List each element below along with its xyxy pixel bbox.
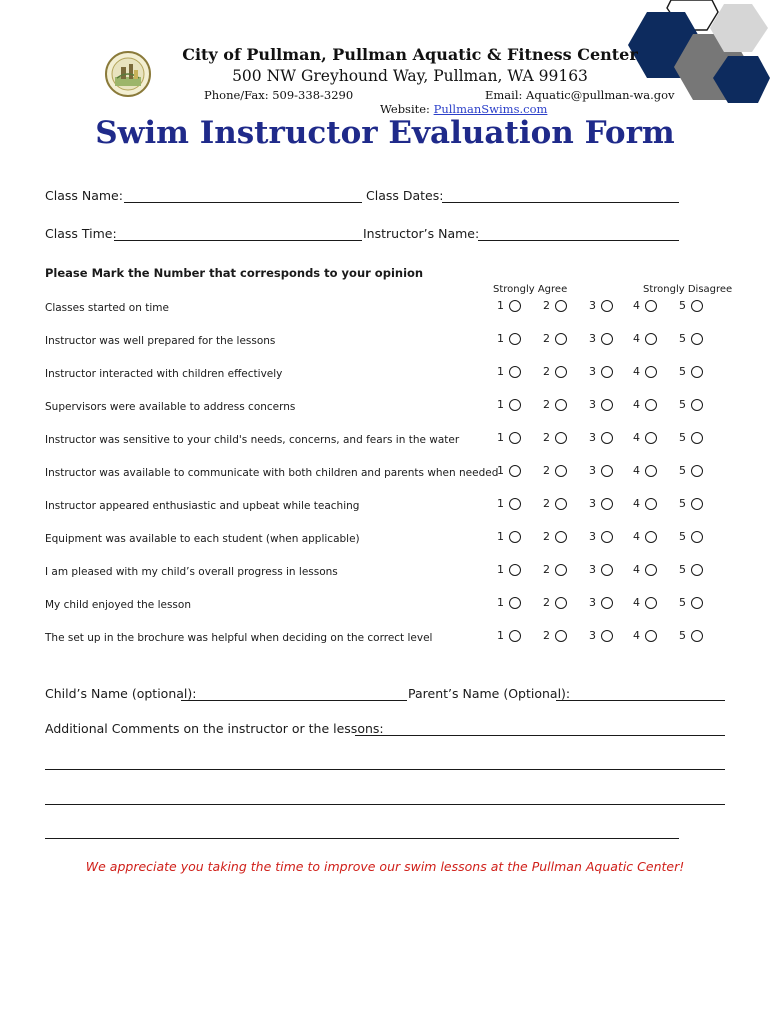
radio-circle[interactable] xyxy=(691,498,703,510)
question-label: My child enjoyed the lesson xyxy=(45,599,191,611)
rating-option-number: 3 xyxy=(589,365,596,378)
radio-circle[interactable] xyxy=(509,597,521,609)
radio-circle[interactable] xyxy=(691,300,703,312)
rating-option-5[interactable] xyxy=(679,464,703,477)
rating-option-number: 5 xyxy=(679,530,686,543)
rating-option-1[interactable] xyxy=(497,431,521,444)
question-label: Instructor was well prepared for the lessons xyxy=(45,335,276,347)
radio-circle[interactable] xyxy=(645,630,657,642)
radio-circle[interactable] xyxy=(645,465,657,477)
rating-option-2[interactable] xyxy=(543,398,567,411)
comments-field-line-3[interactable] xyxy=(45,804,725,805)
rating-option-5[interactable] xyxy=(679,497,703,510)
parent-name-field[interactable] xyxy=(556,700,725,701)
rating-option-5[interactable] xyxy=(679,299,703,312)
form-title: Swim Instructor Evaluation Form xyxy=(95,115,675,151)
radio-circle[interactable] xyxy=(645,498,657,510)
email: Email: Aquatic@pullman-wa.gov xyxy=(485,88,675,102)
radio-circle[interactable] xyxy=(645,597,657,609)
rating-option-4[interactable] xyxy=(633,629,657,642)
rating-option-number: 4 xyxy=(633,464,640,477)
rating-option-number: 2 xyxy=(543,299,550,312)
rating-option-3[interactable] xyxy=(589,299,613,312)
rating-option-number: 5 xyxy=(679,596,686,609)
radio-circle[interactable] xyxy=(555,366,567,378)
rating-option-number: 1 xyxy=(497,596,504,609)
radio-circle[interactable] xyxy=(601,399,613,411)
rating-option-number: 1 xyxy=(497,464,504,477)
rating-option-4[interactable] xyxy=(633,431,657,444)
parent-name-label: Parent’s Name (Optional): xyxy=(408,686,571,701)
radio-circle[interactable] xyxy=(555,630,567,642)
rating-option-number: 1 xyxy=(497,563,504,576)
rating-option-number: 4 xyxy=(633,629,640,642)
rating-option-4[interactable] xyxy=(633,563,657,576)
class-time-label: Class Time: xyxy=(45,226,117,241)
rating-option-number: 4 xyxy=(633,365,640,378)
question-label: Instructor was sensitive to your child's needs, concerns, and fears in the water xyxy=(45,434,460,446)
radio-circle[interactable] xyxy=(509,465,521,477)
rating-option-number: 1 xyxy=(497,299,504,312)
rating-option-5[interactable] xyxy=(679,629,703,642)
rating-option-number: 5 xyxy=(679,431,686,444)
rating-option-2[interactable] xyxy=(543,332,567,345)
rating-option-number: 5 xyxy=(679,332,686,345)
rating-option-5[interactable] xyxy=(679,398,703,411)
phone-fax: Phone/Fax: 509-338-3290 xyxy=(204,88,354,102)
rating-option-number: 2 xyxy=(543,596,550,609)
rating-option-number: 4 xyxy=(633,299,640,312)
class-dates-label: Class Dates: xyxy=(366,188,444,203)
question-label: Supervisors were available to address concerns xyxy=(45,401,296,413)
rating-option-number: 4 xyxy=(633,596,640,609)
rating-option-2[interactable] xyxy=(543,299,567,312)
radio-circle[interactable] xyxy=(691,597,703,609)
radio-circle[interactable] xyxy=(601,630,613,642)
question-label: The set up in the brochure was helpful when deciding on the correct level xyxy=(45,632,433,644)
city-seal-logo xyxy=(104,50,152,98)
comments-field-line-2[interactable] xyxy=(45,769,725,770)
rating-option-number: 1 xyxy=(497,497,504,510)
rating-option-number: 1 xyxy=(497,431,504,444)
rating-option-number: 2 xyxy=(543,530,550,543)
rating-option-number: 2 xyxy=(543,332,550,345)
radio-circle[interactable] xyxy=(645,399,657,411)
radio-circle[interactable] xyxy=(601,564,613,576)
rating-option-number: 5 xyxy=(679,365,686,378)
radio-circle[interactable] xyxy=(555,498,567,510)
radio-circle[interactable] xyxy=(601,333,613,345)
rating-option-3[interactable] xyxy=(589,497,613,510)
rating-option-2[interactable] xyxy=(543,497,567,510)
radio-circle[interactable] xyxy=(555,333,567,345)
rating-option-number: 5 xyxy=(679,398,686,411)
rating-option-3[interactable] xyxy=(589,398,613,411)
radio-circle[interactable] xyxy=(645,531,657,543)
rating-option-2[interactable] xyxy=(543,464,567,477)
rating-option-3[interactable] xyxy=(589,530,613,543)
rating-option-1[interactable] xyxy=(497,398,521,411)
organization-name: City of Pullman, Pullman Aquatic & Fitness Center xyxy=(182,45,638,64)
rating-option-number: 3 xyxy=(589,563,596,576)
comments-label: Additional Comments on the instructor or the lessons: xyxy=(45,721,384,736)
comments-field-line-1[interactable] xyxy=(355,735,725,736)
radio-circle[interactable] xyxy=(555,531,567,543)
rating-option-1[interactable] xyxy=(497,332,521,345)
radio-circle[interactable] xyxy=(691,630,703,642)
radio-circle[interactable] xyxy=(645,333,657,345)
rating-option-3[interactable] xyxy=(589,596,613,609)
class-name-field[interactable] xyxy=(124,202,362,203)
question-label: Instructor interacted with children effectively xyxy=(45,368,283,380)
rating-option-number: 3 xyxy=(589,299,596,312)
rating-option-number: 5 xyxy=(679,629,686,642)
question-label: Equipment was available to each student (when applicable) xyxy=(45,533,360,545)
thank-you-message: We appreciate you taking the time to improve our swim lessons at the Pullman Aquatic Center! xyxy=(85,859,685,874)
rating-option-2[interactable] xyxy=(543,431,567,444)
radio-circle[interactable] xyxy=(509,300,521,312)
rating-option-3[interactable] xyxy=(589,464,613,477)
rating-option-3[interactable] xyxy=(589,365,613,378)
rating-option-number: 5 xyxy=(679,464,686,477)
radio-circle[interactable] xyxy=(509,399,521,411)
rating-option-4[interactable] xyxy=(633,464,657,477)
child-name-label: Child’s Name (optional): xyxy=(45,686,197,701)
rating-option-1[interactable] xyxy=(497,629,521,642)
rating-option-1[interactable] xyxy=(497,530,521,543)
radio-circle[interactable] xyxy=(509,366,521,378)
radio-circle[interactable] xyxy=(691,366,703,378)
address: 500 NW Greyhound Way, Pullman, WA 99163 xyxy=(232,67,588,85)
radio-circle[interactable] xyxy=(691,531,703,543)
rating-option-number: 3 xyxy=(589,530,596,543)
rating-option-5[interactable] xyxy=(679,530,703,543)
radio-circle[interactable] xyxy=(691,465,703,477)
rating-option-5[interactable] xyxy=(679,596,703,609)
rating-option-1[interactable] xyxy=(497,563,521,576)
rating-option-1[interactable] xyxy=(497,464,521,477)
rating-option-1[interactable] xyxy=(497,299,521,312)
rating-option-number: 3 xyxy=(589,629,596,642)
rating-option-5[interactable] xyxy=(679,431,703,444)
radio-circle[interactable] xyxy=(601,300,613,312)
radio-circle[interactable] xyxy=(509,498,521,510)
rating-option-number: 2 xyxy=(543,629,550,642)
rating-option-number: 3 xyxy=(589,431,596,444)
rating-option-number: 1 xyxy=(497,629,504,642)
radio-circle[interactable] xyxy=(601,432,613,444)
comments-field-line-4[interactable] xyxy=(45,838,679,839)
radio-circle[interactable] xyxy=(555,432,567,444)
rating-option-2[interactable] xyxy=(543,596,567,609)
rating-option-4[interactable] xyxy=(633,530,657,543)
rating-option-3[interactable] xyxy=(589,563,613,576)
rating-option-number: 1 xyxy=(497,530,504,543)
radio-circle[interactable] xyxy=(645,300,657,312)
radio-circle[interactable] xyxy=(601,597,613,609)
radio-circle[interactable] xyxy=(691,333,703,345)
rating-option-number: 1 xyxy=(497,398,504,411)
rating-option-number: 5 xyxy=(679,497,686,510)
radio-circle[interactable] xyxy=(555,597,567,609)
radio-circle[interactable] xyxy=(691,564,703,576)
rating-option-number: 4 xyxy=(633,398,640,411)
radio-circle[interactable] xyxy=(645,366,657,378)
rating-option-number: 4 xyxy=(633,563,640,576)
rating-option-4[interactable] xyxy=(633,299,657,312)
rating-option-number: 3 xyxy=(589,332,596,345)
rating-option-number: 1 xyxy=(497,332,504,345)
radio-circle[interactable] xyxy=(601,498,613,510)
instructor-name-field[interactable] xyxy=(478,240,679,241)
radio-circle[interactable] xyxy=(509,564,521,576)
rating-option-number: 5 xyxy=(679,299,686,312)
radio-circle[interactable] xyxy=(645,432,657,444)
rating-option-number: 3 xyxy=(589,596,596,609)
rating-option-number: 1 xyxy=(497,365,504,378)
radio-circle[interactable] xyxy=(555,465,567,477)
rating-option-3[interactable] xyxy=(589,332,613,345)
radio-circle[interactable] xyxy=(555,300,567,312)
rating-option-5[interactable] xyxy=(679,563,703,576)
rating-option-number: 4 xyxy=(633,332,640,345)
rating-option-4[interactable] xyxy=(633,365,657,378)
rating-option-number: 4 xyxy=(633,431,640,444)
rating-option-number: 4 xyxy=(633,530,640,543)
instructor-name-label: Instructor’s Name: xyxy=(363,226,480,241)
rating-option-2[interactable] xyxy=(543,629,567,642)
question-label: Instructor was available to communicate with both children and parents when needed xyxy=(45,467,499,479)
radio-circle[interactable] xyxy=(555,564,567,576)
rating-option-4[interactable] xyxy=(633,497,657,510)
question-label: Classes started on time xyxy=(45,302,169,314)
rating-option-3[interactable] xyxy=(589,431,613,444)
rating-option-5[interactable] xyxy=(679,332,703,345)
rating-option-1[interactable] xyxy=(497,596,521,609)
rating-option-number: 3 xyxy=(589,497,596,510)
child-name-field[interactable] xyxy=(181,700,407,701)
rating-option-number: 2 xyxy=(543,464,550,477)
rating-option-3[interactable] xyxy=(589,629,613,642)
radio-circle[interactable] xyxy=(509,531,521,543)
radio-circle[interactable] xyxy=(555,399,567,411)
class-name-label: Class Name: xyxy=(45,188,123,203)
rating-option-2[interactable] xyxy=(543,530,567,543)
rating-option-1[interactable] xyxy=(497,497,521,510)
website-line xyxy=(380,102,547,116)
rating-option-number: 2 xyxy=(543,398,550,411)
question-label: I am pleased with my child’s overall progress in lessons xyxy=(45,566,338,578)
strongly-disagree-label: Strongly Disagree xyxy=(643,284,733,295)
rating-option-4[interactable] xyxy=(633,332,657,345)
radio-circle[interactable] xyxy=(645,564,657,576)
question-label: Instructor appeared enthusiastic and upbeat while teaching xyxy=(45,500,360,512)
class-dates-field[interactable] xyxy=(442,202,679,203)
rating-option-4[interactable] xyxy=(633,596,657,609)
rating-option-number: 2 xyxy=(543,497,550,510)
rating-option-number: 3 xyxy=(589,398,596,411)
class-time-field[interactable] xyxy=(114,240,362,241)
radio-circle[interactable] xyxy=(691,432,703,444)
rating-option-5[interactable] xyxy=(679,365,703,378)
rating-option-2[interactable] xyxy=(543,365,567,378)
strongly-agree-label: Strongly Agree xyxy=(493,284,568,295)
rating-option-number: 3 xyxy=(589,464,596,477)
website-link[interactable]: PullmanSwims.com xyxy=(433,102,548,116)
radio-circle[interactable] xyxy=(601,531,613,543)
rating-option-number: 5 xyxy=(679,563,686,576)
rating-option-number: 2 xyxy=(543,431,550,444)
radio-circle[interactable] xyxy=(509,630,521,642)
rating-option-4[interactable] xyxy=(633,398,657,411)
radio-circle[interactable] xyxy=(509,432,521,444)
website-label: Website: xyxy=(380,102,430,116)
rating-option-1[interactable] xyxy=(497,365,521,378)
rating-option-number: 2 xyxy=(543,563,550,576)
radio-circle[interactable] xyxy=(601,465,613,477)
radio-circle[interactable] xyxy=(509,333,521,345)
radio-circle[interactable] xyxy=(601,366,613,378)
rating-option-number: 2 xyxy=(543,365,550,378)
rating-instruction: Please Mark the Number that corresponds to your opinion xyxy=(45,266,424,280)
radio-circle[interactable] xyxy=(691,399,703,411)
rating-option-2[interactable] xyxy=(543,563,567,576)
rating-option-number: 4 xyxy=(633,497,640,510)
